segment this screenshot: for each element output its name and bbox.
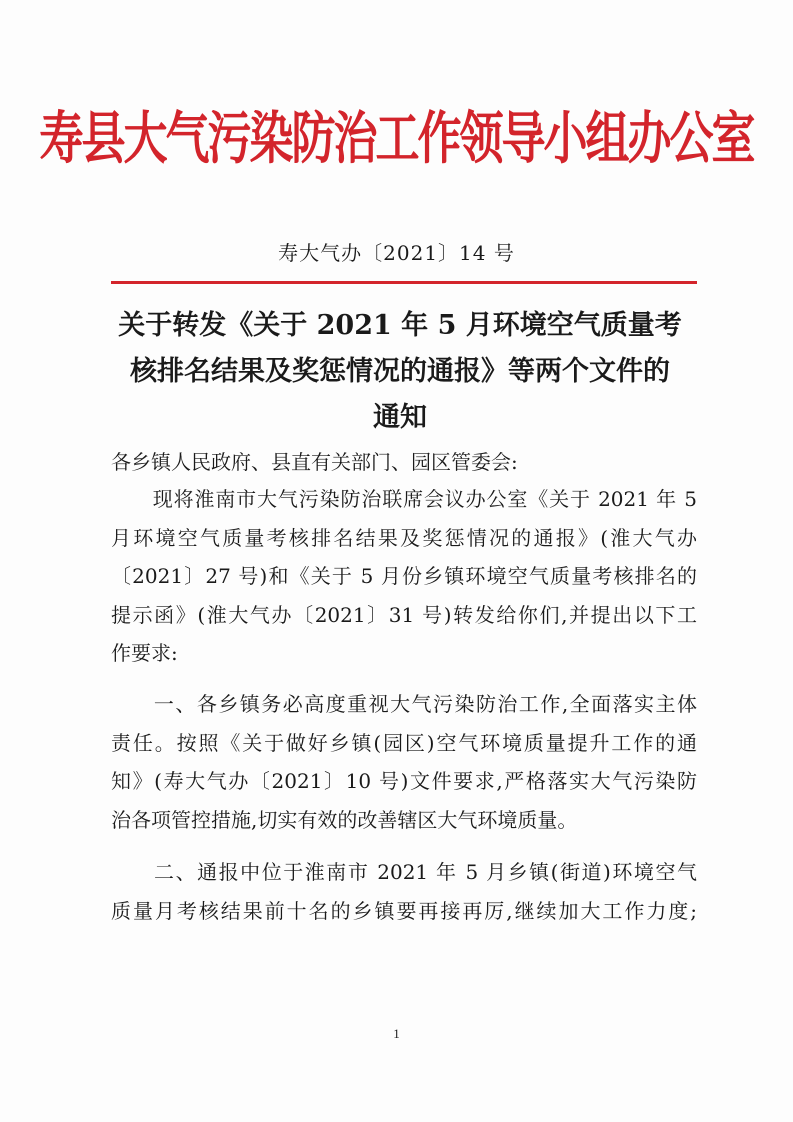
document-number: 寿大气办〔2021〕14 号 [278, 241, 515, 265]
paragraph-line: 作要求: [111, 641, 178, 666]
title-line: 关于转发《关于 2021 年 5 月环境空气质量考 [118, 310, 682, 341]
page-number: 1 [393, 1026, 400, 1041]
body-paragraph-requirement-2 [111, 853, 697, 930]
body-paragraph-requirement-1 [111, 685, 697, 839]
paragraph-line: 二、通报中位于淮南市 2021 年 5 月乡镇(街道)环境空气 [111, 860, 697, 884]
paragraph-line: 责任。按照《关于做好乡镇(园区)空气环境质量提升工作的通 [111, 730, 697, 755]
paragraph-line: 一、各乡镇务必高度重视大气污染防治工作,全面落实主体 [111, 692, 697, 716]
addressee-line: 各乡镇人民政府、县直有关部门、园区管委会: [111, 450, 518, 474]
paragraph-line: 提示函》(淮大气办〔2021〕31 号)转发给你们,并提出以下工 [111, 602, 697, 627]
organization-header: 寿县大气污染防治工作领导小组办公室 [39, 106, 754, 172]
paragraph-line: 质量月考核结果前十名的乡镇要再接再厉,继续加大工作力度; [111, 898, 697, 923]
body-paragraph-intro [111, 480, 697, 673]
title-line: 核排名结果及奖惩情况的通报》等两个文件的 [130, 356, 670, 387]
red-divider-line [111, 281, 697, 284]
paragraph-line: 知》(寿大气办〔2021〕10 号)文件要求,严格落实大气污染防 [111, 769, 697, 794]
paragraph-line: 月环境空气质量考核排名结果及奖惩情况的通报》(淮大气办 [111, 525, 697, 550]
document-title [100, 303, 700, 441]
title-line: 通知 [373, 402, 427, 433]
paragraph-line: 现将淮南市大气污染防治联席会议办公室《关于 2021 年 5 [111, 487, 697, 511]
paragraph-line: 治各项管控措施,切实有效的改善辖区大气环境质量。 [111, 807, 578, 832]
paragraph-line: 〔2021〕27 号)和《关于 5 月份乡镇环境空气质量考核排名的 [111, 564, 697, 589]
